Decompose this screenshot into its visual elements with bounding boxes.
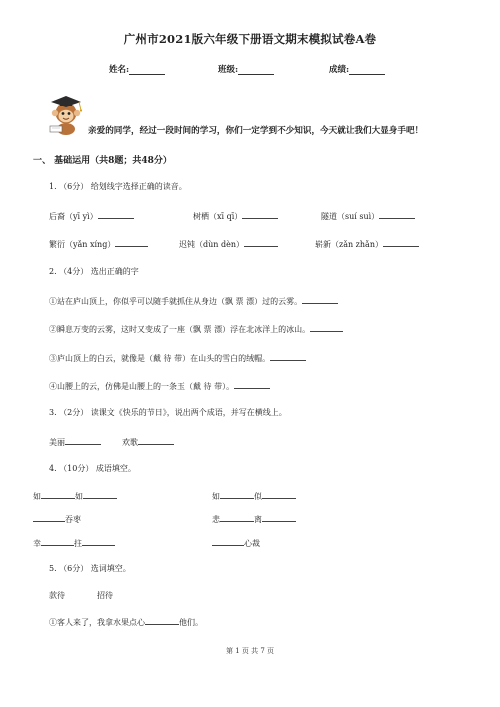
- class-field: 班级:: [218, 63, 274, 75]
- word-option: 款待: [49, 591, 65, 600]
- answer-blank[interactable]: [82, 537, 115, 546]
- answer-blank[interactable]: [41, 490, 75, 499]
- answer-blank[interactable]: [33, 513, 65, 522]
- idiom-item: 吞枣: [33, 513, 81, 525]
- idiom-item: 悲 离: [212, 513, 296, 525]
- question-5-stem: 5. （6分） 选词填空。: [49, 564, 131, 573]
- q1-item: 繁衍（yǎn xíng）: [49, 238, 148, 250]
- name-field: 姓名:: [109, 63, 165, 75]
- answer-blank[interactable]: [302, 295, 338, 304]
- page-title: 广州市2021版六年级下册语文期末模拟试卷A卷: [123, 32, 377, 46]
- answer-blank[interactable]: [145, 616, 179, 625]
- question-1-stem: 1. （6分） 给划线字选择正确的读音。: [49, 182, 187, 191]
- idiom-item: 幸 拄: [33, 537, 115, 549]
- q5-item: ①客人来了，我拿水果点心 他们。: [49, 618, 203, 627]
- idiom-item: 心裁: [212, 537, 260, 549]
- answer-blank[interactable]: [379, 210, 415, 219]
- answer-blank[interactable]: [83, 490, 117, 499]
- q3-item: 欢歌: [122, 436, 174, 448]
- page-footer: 第 1 页 共 7 页: [225, 647, 275, 655]
- q1-item: 后裔（yī yì）: [49, 210, 134, 222]
- idiom-item: 如 似: [212, 490, 296, 502]
- question-4-stem: 4. （10分） 成语填空。: [49, 464, 136, 473]
- q2-item: ②瞬息万变的云雾，这时又变成了一座（飘 票 漂）浮在北冰洋上的冰山。: [49, 323, 343, 335]
- q2-item: ④山腰上的云，仿佛是山腰上的一条玉（戴 待 带）。: [49, 380, 270, 392]
- answer-blank[interactable]: [270, 352, 306, 361]
- idiom-item: 如 如: [33, 490, 117, 502]
- answer-blank[interactable]: [138, 436, 174, 445]
- answer-blank[interactable]: [220, 490, 254, 499]
- q2-item: ①站在庐山顶上，你似乎可以随手就抓住从身边（飘 票 漂）过的云雾。: [49, 295, 338, 307]
- answer-blank[interactable]: [115, 238, 148, 247]
- answer-blank[interactable]: [383, 238, 419, 247]
- name-blank[interactable]: [129, 65, 165, 75]
- answer-blank[interactable]: [98, 210, 134, 219]
- word-option: 招待: [97, 591, 113, 600]
- greeting-text: 亲爱的同学，经过一段时间的学习，你们一定学到不少知识，今天就让我们大显身手吧！: [88, 126, 424, 136]
- answer-blank[interactable]: [262, 490, 296, 499]
- q1-item: 迟钝（dùn dèn）: [179, 238, 278, 250]
- q3-item: 美丽: [49, 436, 101, 448]
- answer-blank[interactable]: [220, 513, 254, 522]
- answer-blank[interactable]: [242, 210, 278, 219]
- q2-item: ③庐山顶上的白云，就像是（戴 待 带）在山头的雪白的绒帽。: [49, 352, 306, 364]
- answer-blank[interactable]: [212, 537, 244, 546]
- monkey-scholar-icon: [44, 90, 88, 136]
- answer-blank[interactable]: [65, 436, 101, 445]
- q1-item: 崭新（zǎn zhǎn）: [315, 238, 419, 250]
- answer-blank[interactable]: [310, 323, 343, 332]
- q1-item: 隧道（suí suì）: [321, 210, 415, 222]
- answer-blank[interactable]: [234, 380, 270, 389]
- question-2-stem: 2. （4分） 选出正确的字: [49, 267, 139, 276]
- score-field: 成绩:: [329, 63, 385, 75]
- answer-blank[interactable]: [244, 238, 278, 247]
- q1-item: 树栖（xī qī）: [193, 210, 278, 222]
- answer-blank[interactable]: [41, 537, 74, 546]
- answer-blank[interactable]: [262, 513, 296, 522]
- class-blank[interactable]: [238, 65, 274, 75]
- question-3-stem: 3. （2分） 读课文《快乐的节日》，说出两个成语，并写在横线上。: [49, 408, 287, 417]
- section-heading: 一、 基础运用（共8题；共48分）: [33, 156, 172, 166]
- score-blank[interactable]: [349, 65, 385, 75]
